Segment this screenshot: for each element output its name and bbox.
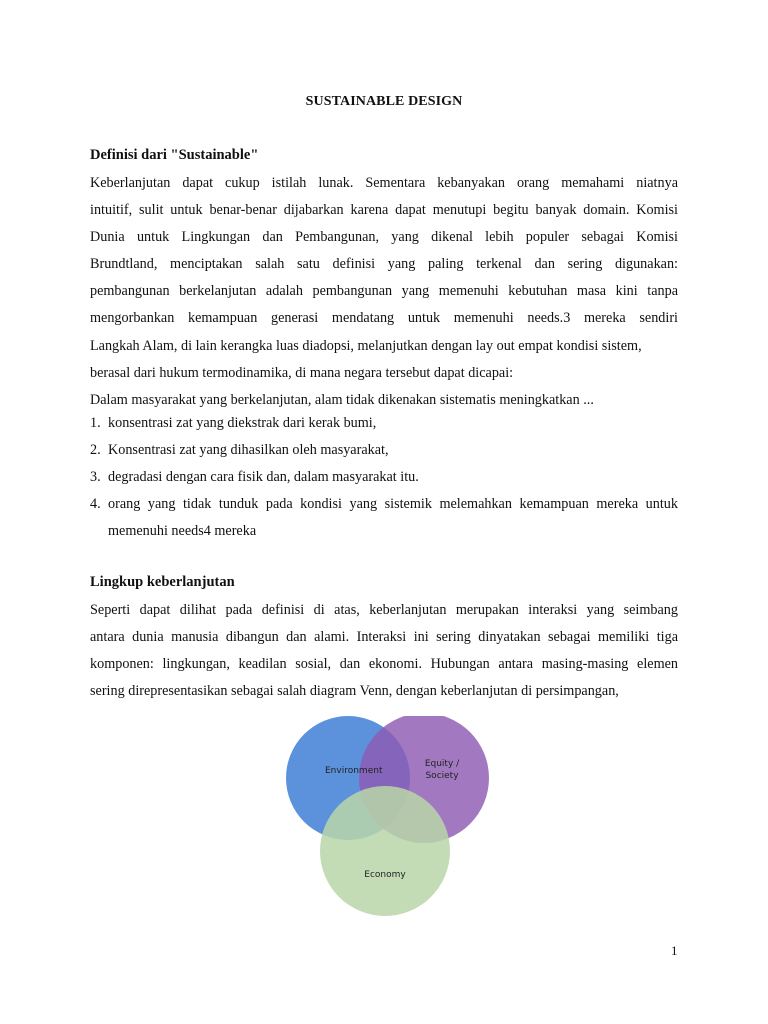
list-item-text: Konsentrasi zat yang dihasilkan oleh masyarakat, — [108, 442, 389, 459]
economy-circle — [320, 786, 450, 916]
paragraph-line: Keberlanjutan dapat cukup istilah lunak. Sementara kebanyakan orang memahami niatnya — [90, 175, 678, 191]
conditions-list — [90, 410, 678, 545]
list-number: 2. — [90, 442, 101, 459]
page-number: 1 — [671, 943, 678, 958]
paragraph-line: berasal dari hukum termodinamika, di mana negara tersebut dapat dicapai: — [90, 364, 514, 381]
list-item-text: konsentrasi zat yang diekstrak dari kerak bumi, — [108, 415, 377, 431]
economy-label: Economy — [364, 870, 406, 880]
paragraph-line: mengorbankan kemampuan generasi mendatang untuk memenuhi needs.3 mereka sendiri — [90, 310, 678, 327]
definition-paragraph — [90, 170, 678, 414]
list-item — [90, 410, 678, 437]
paragraph-line: Dalam masyarakat yang berkelanjutan, alam tidak dikenakan sistematis meningkatkan ... — [90, 391, 594, 408]
list-item-text: orang yang tidak tunduk pada kondisi yang sistemik melemahkan kemampuan mereka untuk — [108, 496, 678, 513]
paragraph-line: antara dunia manusia dibangun dan alami. Interaksi ini sering dinyatakan sebagai memiliki tiga — [90, 629, 678, 646]
paragraph-line: Brundtland, menciptakan salah satu definisi yang paling terkenal dan sering digunakan: — [90, 256, 678, 273]
list-number: 3. — [90, 469, 101, 486]
list-item-text: memenuhi needs4 mereka — [108, 523, 257, 540]
venn-diagram — [284, 716, 490, 918]
environment-label: Environment — [325, 766, 383, 776]
scope-paragraph — [90, 597, 678, 705]
list-item — [90, 437, 678, 464]
paragraph-line: sering direpresentasikan sebagai salah diagram Venn, dengan keberlanjutan di persimpangan, — [90, 683, 619, 700]
list-item — [90, 491, 678, 545]
society-label: Society — [425, 771, 459, 781]
document-title: SUSTAINABLE DESIGN — [305, 94, 463, 109]
list-item — [90, 464, 678, 491]
paragraph-line: Dunia untuk Lingkungan dan Pembangunan, yang dikenal lebih populer sebagai Komisi — [90, 229, 678, 246]
section-heading-definition: Definisi dari "Sustainable" — [90, 147, 259, 163]
paragraph-line: Langkah Alam, di lain kerangka luas diadopsi, melanjutkan dengan lay out empat kondisi sistem, — [90, 337, 642, 354]
equity-label: Equity / — [424, 759, 460, 769]
list-number: 4. — [90, 496, 101, 513]
paragraph-line: pembangunan berkelanjutan adalah pembangunan yang memenuhi kebutuhan masa kini tanpa — [90, 283, 678, 300]
paragraph-line: intuitif, sulit untuk benar-benar dijabarkan karena dapat menutupi begitu banyak domain. Komisi — [90, 202, 678, 219]
paragraph-line: komponen: lingkungan, keadilan sosial, dan ekonomi. Hubungan antara masing-masing elemen — [90, 656, 678, 673]
paragraph-line: Seperti dapat dilihat pada definisi di atas, keberlanjutan merupakan interaksi yang seimbang — [90, 602, 678, 618]
list-item-text: degradasi dengan cara fisik dan, dalam masyarakat itu. — [108, 469, 419, 486]
list-number: 1. — [90, 415, 101, 431]
section-heading-scope: Lingkup keberlanjutan — [90, 574, 235, 590]
